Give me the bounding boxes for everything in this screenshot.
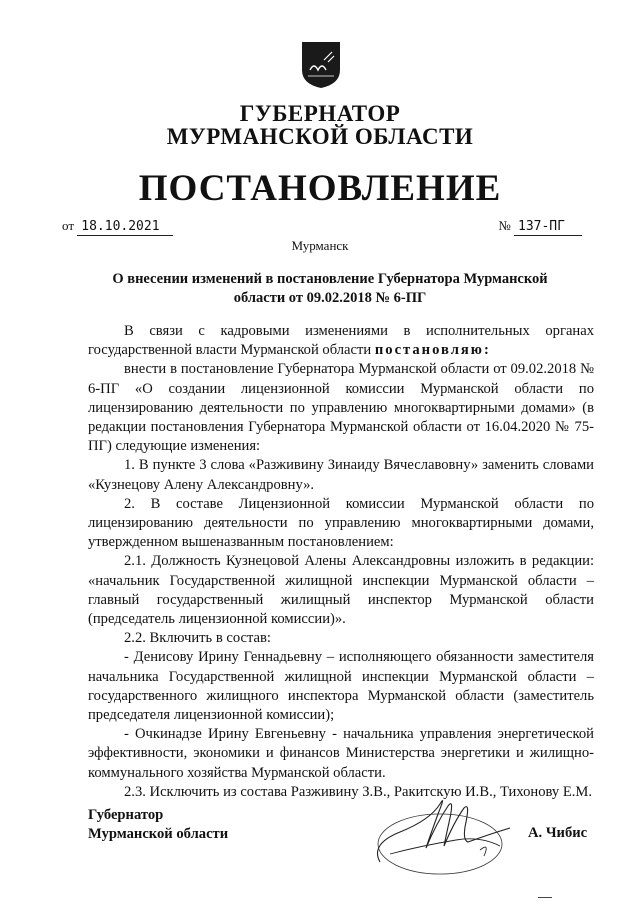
signer-position	[88, 806, 228, 844]
document-number	[498, 218, 582, 236]
document-type: ПОСТАНОВЛЕНИЕ	[138, 168, 502, 209]
paragraph-include-denisova: - Денисову Ирину Геннадьевну – исполняющего обязанности заместителя начальника Государственной жилищной инспекции Мурманской области – государственного жилищного инспектора Мурманской области (заместитель председателя лицензионной комиссии);	[88, 649, 594, 724]
paragraph-item-2: 2. В составе Лицензионной комиссии Мурманской области по лицензированию деятельности по управлению многоквартирными домами, утвержденном вышеназванным постановлением:	[88, 495, 594, 551]
date-value: 18.10.2021	[77, 219, 173, 236]
number-value: 137-ПГ	[514, 219, 582, 236]
decree-word: постановляю:	[374, 342, 491, 359]
coat-of-arms-icon	[300, 40, 342, 90]
paragraph-item-2-1: 2.1. Должность Кузнецовой Алены Александровны изложить в редакции: «начальник Государственной жилищной инспекции Мурманской области – главный государственный жилищный инспектор Мурманской области (председатель лицензионной комиссии)».	[88, 553, 594, 628]
paragraph-main: внести в постановление Губернатора Мурманской области от 09.02.2018 № 6-ПГ «О создании лицензионной комиссии Мурманской области по лицензированию деятельности по управлению многоквартирными домами» (в редакции постановления Губернатора Мурманской области от 16.04.2020 № 75-ПГ) следующие изменения:	[88, 361, 594, 455]
city: Мурманск	[291, 238, 349, 253]
paragraph-include-ochkinadze: - Очкинадзе Ирину Евгеньевну - начальника управления энергетической эффективности, экономики и финансов Министерства энергетики и жилищно-коммунального хозяйства Мурманской области.	[88, 726, 594, 781]
handwritten-signature-icon	[360, 784, 530, 884]
document-body	[88, 322, 594, 802]
title-line2: области от 09.02.2018 № 6-ПГ	[233, 290, 427, 306]
date-number-row	[62, 216, 582, 238]
signer-name: А. Чибис	[528, 825, 588, 841]
org-name-line1: ГУБЕРНАТОР	[239, 101, 401, 126]
signer-position-line2: Мурманской области	[88, 826, 229, 842]
paragraph-preamble	[88, 322, 594, 360]
date-prefix: от	[62, 218, 75, 233]
title-line1: О внесении изменений в постановление Губернатора Мурманской	[112, 271, 548, 287]
number-prefix: №	[498, 218, 511, 233]
document-title	[110, 270, 550, 308]
paragraph-item-2-2: 2.2. Включить в состав:	[124, 630, 271, 647]
paragraph-item-2-3: 2.3. Исключить из состава Разживину З.В., Ракитскую И.В., Тихонову Е.М.	[124, 783, 593, 800]
document-date	[62, 218, 173, 236]
footer-divider	[538, 897, 552, 898]
paragraph-item-1: 1. В пункте 3 слова «Разживину Зинаиду Вячеславовну» заменить словами «Кузнецову Алену Александровну».	[88, 457, 594, 493]
signer-position-line1: Губернатор	[88, 807, 164, 823]
preamble-text: В связи с кадровыми изменениями в исполнительных органах государственной власти Мурманской области	[88, 323, 594, 359]
org-name-line2: МУРМАНСКОЙ ОБЛАСТИ	[166, 124, 474, 149]
